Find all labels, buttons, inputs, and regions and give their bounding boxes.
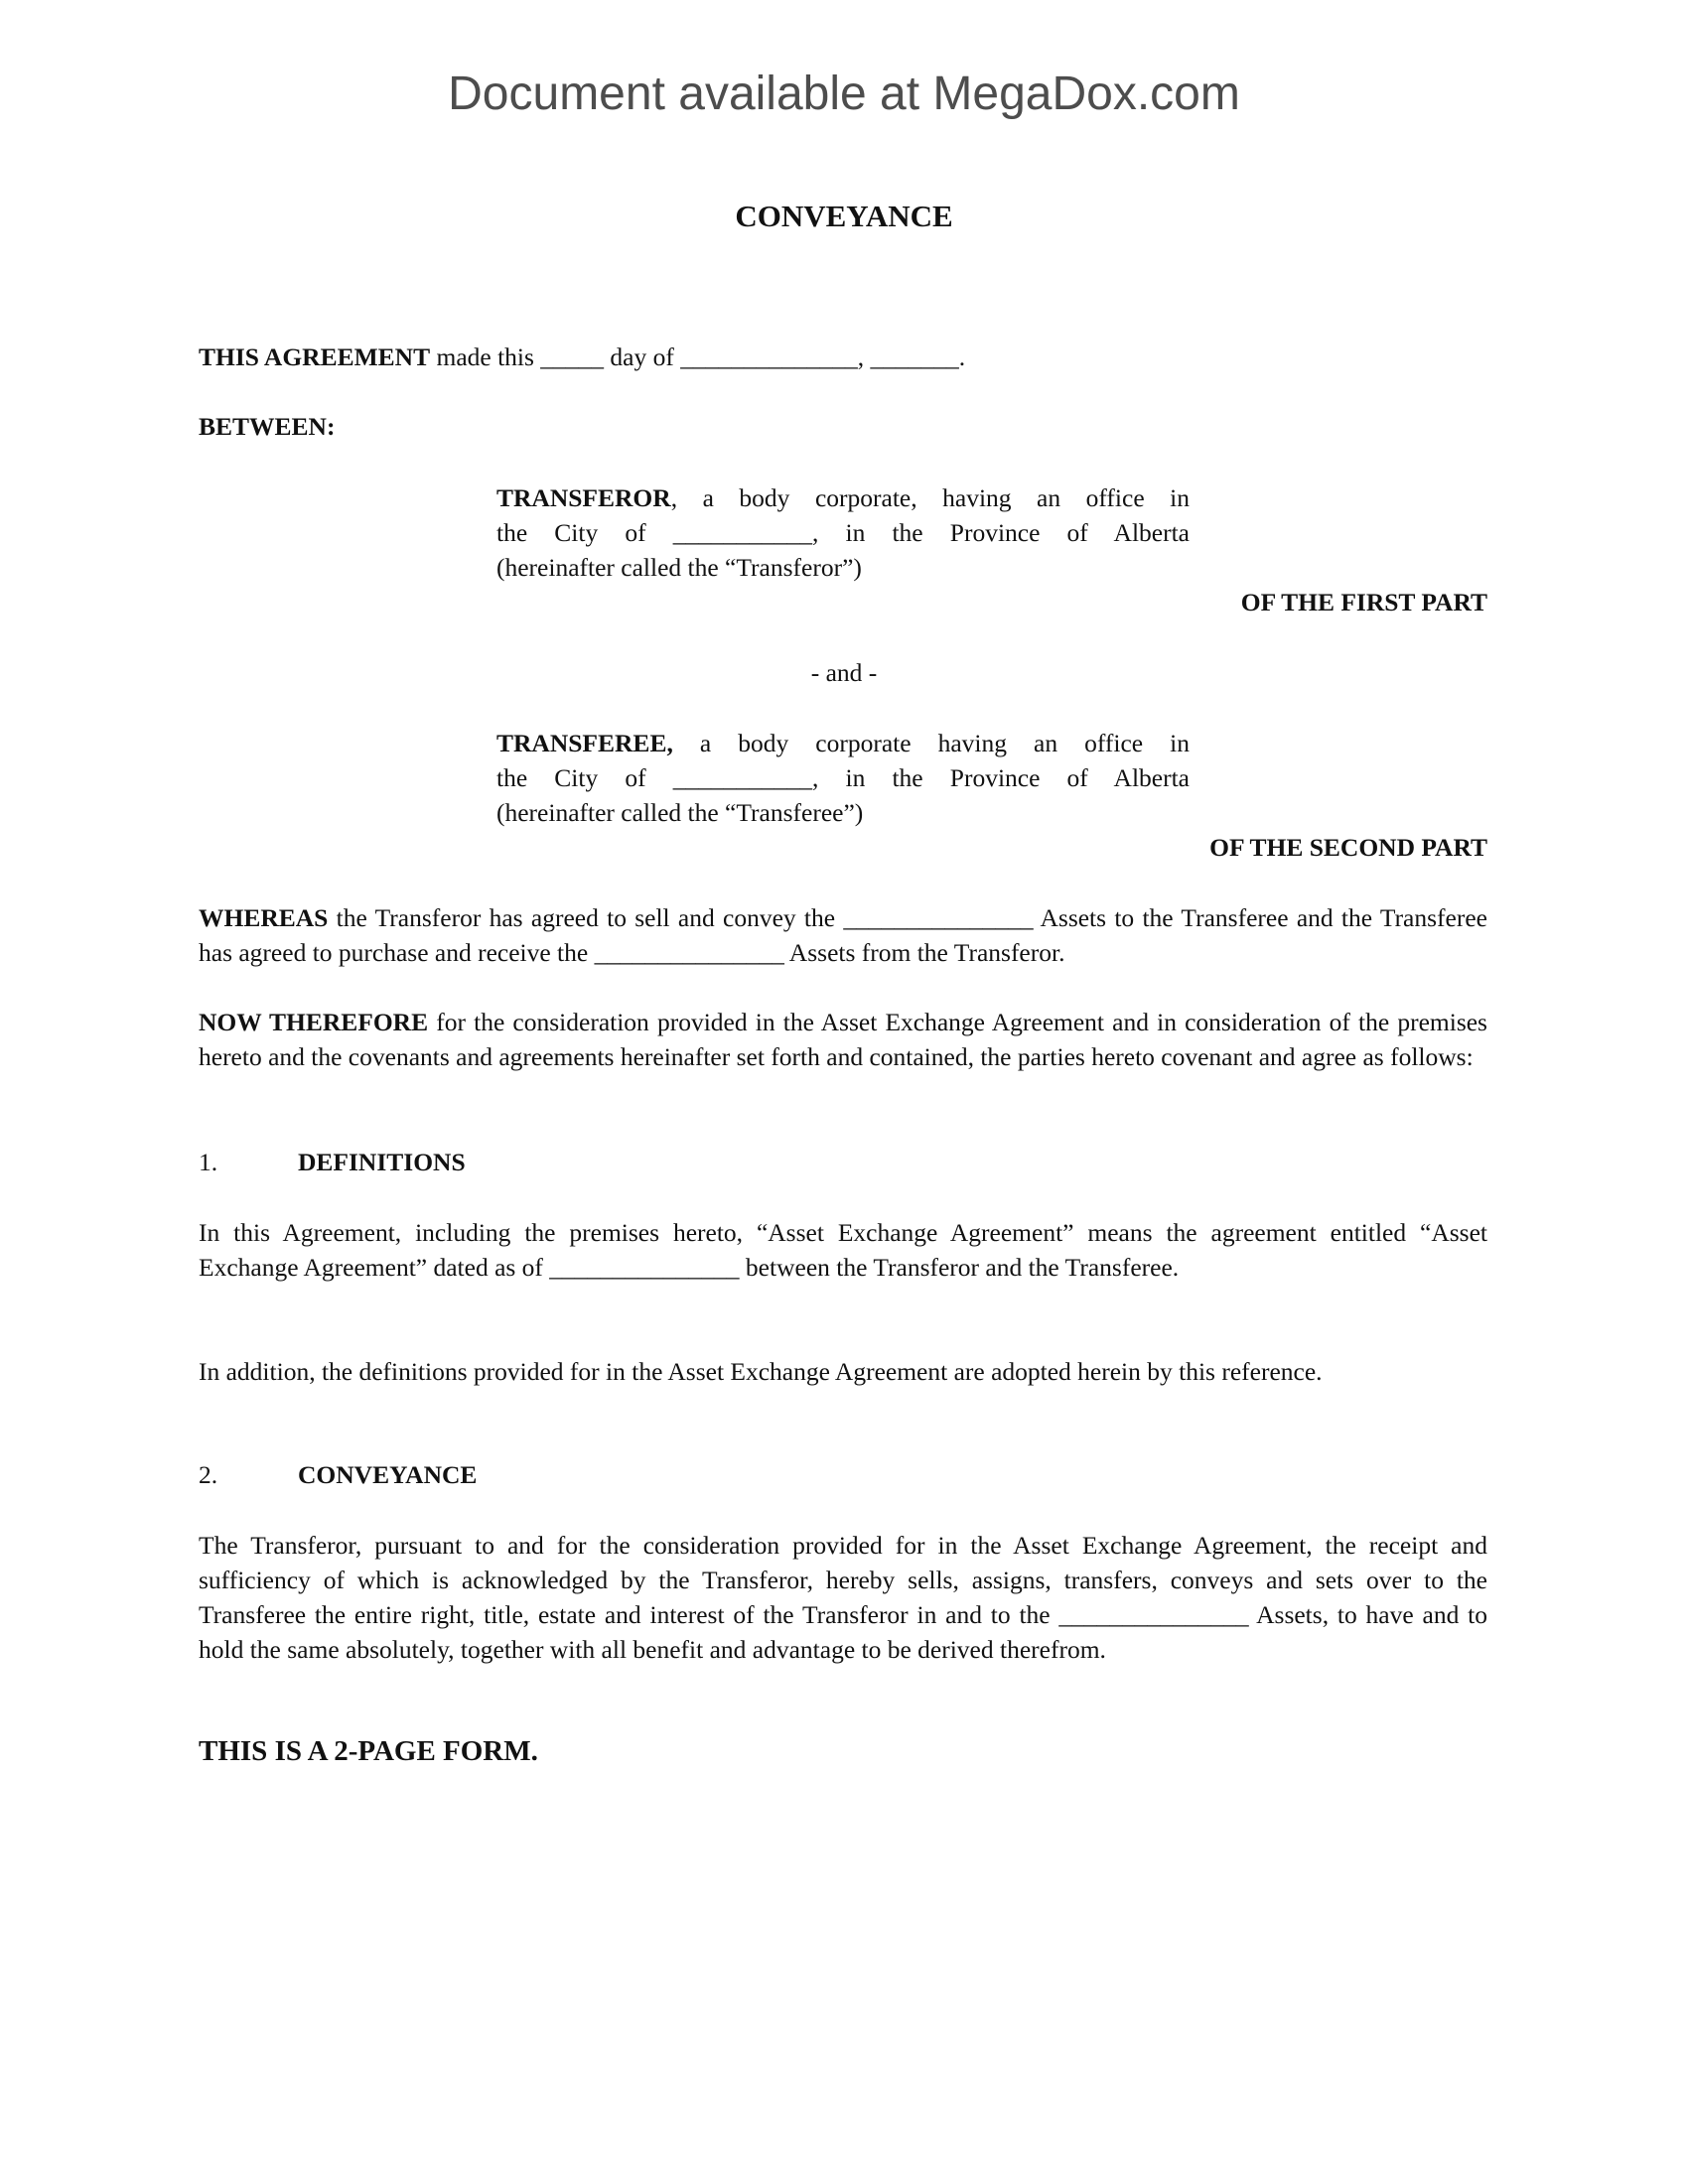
section-2-heading [199, 1457, 477, 1492]
transferor-line-2: the City of ___________, in the Province of Alberta [496, 518, 1190, 547]
agreement-lead: THIS AGREEMENT [199, 342, 431, 371]
watermark-banner: Document available at MegaDox.com [448, 68, 1240, 120]
transferor-line-1: TRANSFEROR, a body corporate, having an office in [496, 483, 1190, 512]
agreement-date-text: made this _____ day of ______________, _______. [430, 342, 966, 371]
transferor-name: TRANSFEROR [496, 483, 671, 512]
transferee-name: TRANSFEREE, [496, 729, 673, 757]
section-2-title: CONVEYANCE [298, 1460, 478, 1489]
now-therefore-lead: NOW THEREFORE [199, 1008, 429, 1036]
and-separator: - and - [810, 658, 878, 687]
whereas-paragraph [199, 900, 1487, 970]
first-part-label: OF THE FIRST PART [1240, 588, 1487, 616]
conveyance-paragraph: The Transferor, pursuant to and for the consideration provided for in the Asset Exchange Agreement, the receipt and sufficiency of which is acknowledged by the Transferor, hereby sells, assigns, transfers, conveys and sets over to the Transferee the entire right, title, estate and interest of the Transferor in and to the _______________ Assets, to have and to hold the same absolutely, together with all benefit and advantage to be derived therefrom. [199, 1531, 1487, 1664]
transferee-block [496, 726, 1190, 830]
transferor-line-3: (hereinafter called the “Transferor”) [496, 553, 862, 582]
between-label: BETWEEN: [199, 412, 336, 441]
definitions-paragraph-1: In this Agreement, including the premises hereto, “Asset Exchange Agreement” means the agreement entitled “Asset Exchange Agreement” dated as of _______________ between the Transferor and the Transferee. [199, 1218, 1487, 1282]
whereas-text: the Transferor has agreed to sell and convey the _______________ Assets to the Transferee and the Transferee has agreed to purchase and receive the _______________ Assets from the Transferor. [199, 903, 1487, 967]
agreement-date-line [199, 340, 1487, 374]
second-part-label: OF THE SECOND PART [1209, 833, 1487, 862]
whereas-lead: WHEREAS [199, 903, 329, 932]
section-1-title: DEFINITIONS [298, 1148, 466, 1176]
section-1-heading [199, 1145, 466, 1179]
transferee-line-2: the City of ___________, in the Province of Alberta [496, 763, 1190, 792]
section-1-number: 1. [199, 1148, 218, 1176]
transferee-line-1: TRANSFEREE, a body corporate having an office in [496, 729, 1190, 757]
now-therefore-paragraph [199, 1005, 1487, 1074]
now-therefore-text: for the consideration provided in the Asset Exchange Agreement and in consideration of the premises hereto and the covenants and agreements hereinafter set forth and contained, the parties hereto covenant and agree as follows: [199, 1008, 1487, 1071]
page-form-note: THIS IS A 2-PAGE FORM. [199, 1735, 538, 1767]
transferor-block [496, 480, 1190, 585]
section-2-number: 2. [199, 1460, 218, 1489]
document-title: CONVEYANCE [735, 199, 953, 233]
definitions-paragraph-2: In addition, the definitions provided for in the Asset Exchange Agreement are adopted herein by this reference. [199, 1357, 1323, 1386]
transferee-line-3: (hereinafter called the “Transferee”) [496, 798, 864, 827]
